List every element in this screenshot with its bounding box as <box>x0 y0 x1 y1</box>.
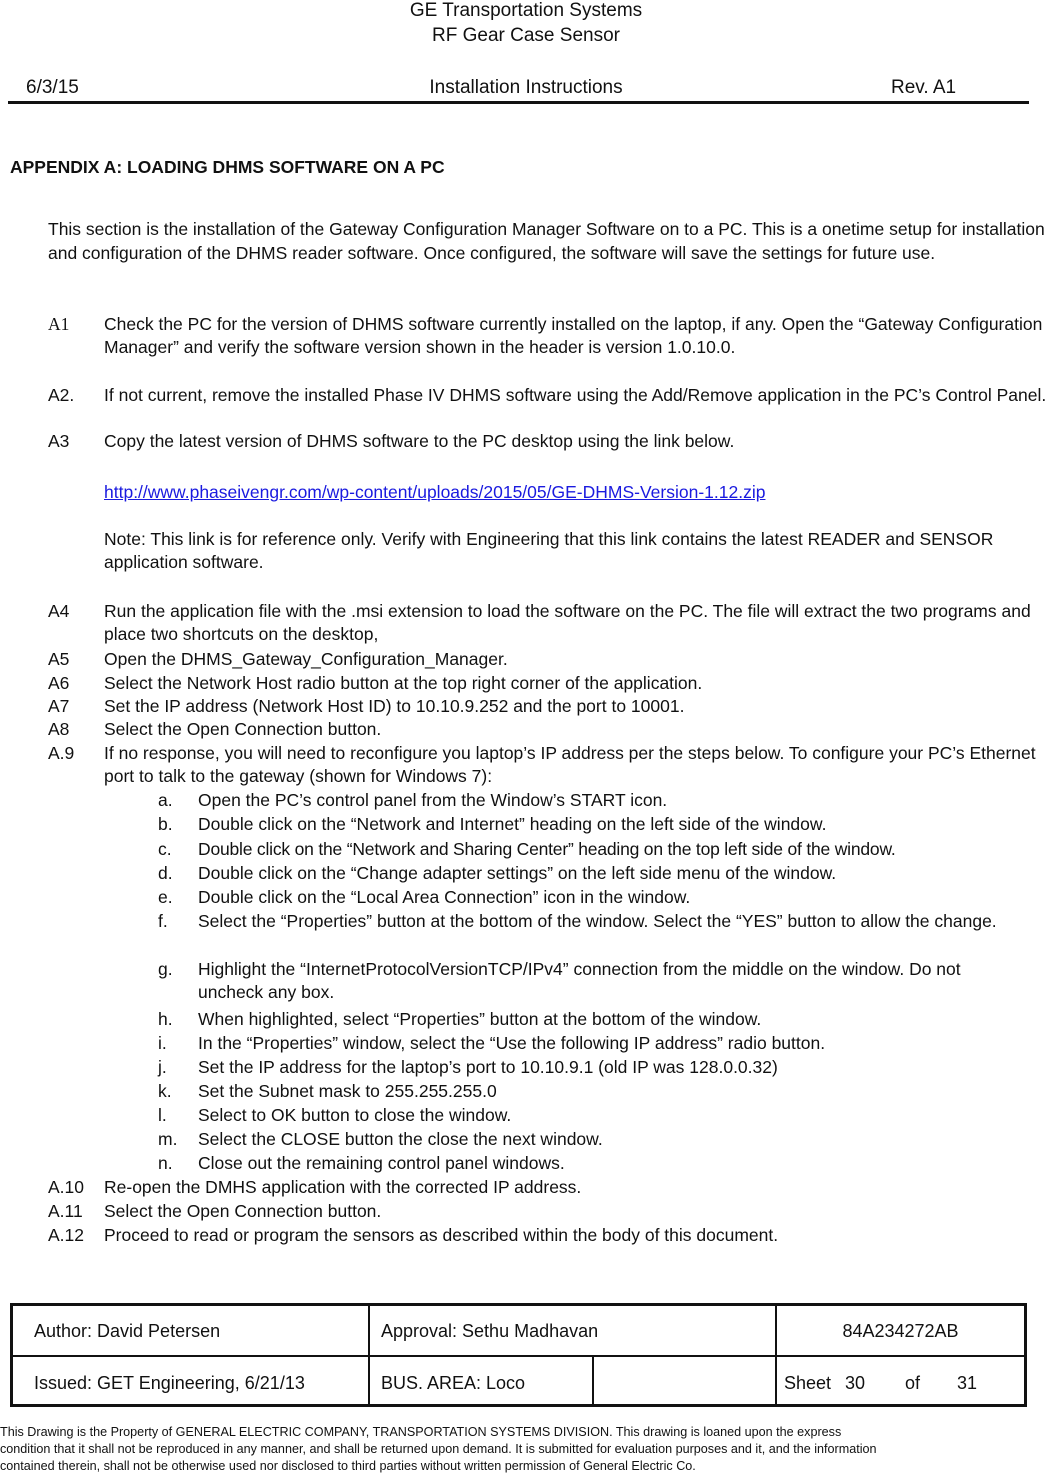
substep-letter: f. <box>158 911 168 931</box>
document-number: 84A234272AB <box>842 1321 959 1341</box>
substep-letter: j. <box>158 1057 167 1077</box>
sheet-total: 31 <box>957 1373 978 1393</box>
step-a12 <box>48 1224 1052 1247</box>
step-text: Select the Open Connection button. <box>104 719 382 739</box>
step-a8 <box>48 718 1052 741</box>
step-text: Run the application file with the .msi extension to load the software on the PC. The file will extract the two programs and place two shortcuts on the desktop, <box>104 601 1031 645</box>
disclaimer-line: This Drawing is the Property of GENERAL ELECTRIC COMPANY, TRANSPORTATION SYSTEMS DIVISION. This drawing is loaned upon the express <box>0 1425 842 1439</box>
substep-letter: a. <box>158 790 173 810</box>
step-a4 <box>48 600 1052 646</box>
product-name: RF Gear Case Sensor <box>432 25 620 46</box>
substep-letter: l. <box>158 1105 167 1125</box>
substep-text: Select the CLOSE button the close the next window. <box>198 1129 603 1149</box>
step-number: A3 <box>48 431 70 451</box>
document-date: 6/3/15 <box>26 77 79 98</box>
step-text: Copy the latest version of DHMS software to the PC desktop using the link below. <box>104 431 735 451</box>
title-block-divider <box>368 1306 370 1404</box>
substep-text: Double click on the “Network and Sharing Center” heading on the top left side of the window. <box>198 839 896 859</box>
step-text: Open the DHMS_Gateway_Configuration_Manager. <box>104 649 508 669</box>
reference-note: Note: This link is for reference only. Verify with Engineering that this link contains the latest READER and SENSOR application software. <box>104 529 994 573</box>
substep-letter: b. <box>158 814 173 834</box>
substep-text: Highlight the “InternetProtocolVersionTCP/IPv4” connection from the middle on the window. Do not uncheck any box. <box>198 959 961 1003</box>
title-block <box>10 1303 1027 1407</box>
substep-f <box>158 910 1052 933</box>
substep-text: Set the Subnet mask to 255.255.255.0 <box>198 1081 497 1101</box>
approval: Approval: Sethu Madhavan <box>381 1321 599 1341</box>
substep-letter: c. <box>158 839 172 859</box>
substep-letter: i. <box>158 1033 167 1053</box>
substep-text: Double click on the “Change adapter settings” on the left side menu of the window. <box>198 863 837 883</box>
substep-d <box>158 862 1052 885</box>
appendix-title: APPENDIX A: LOADING DHMS SOFTWARE ON A PC <box>10 157 445 177</box>
title-block-divider <box>13 1355 1024 1357</box>
step-text: Check the PC for the version of DHMS software currently installed on the laptop, if any. Open the “Gateway Configuration Manager” and verify the software version shown in the header is version 1.0.10.0. <box>104 314 1043 358</box>
substep-letter: d. <box>158 863 173 883</box>
step-number: A6 <box>48 673 70 693</box>
step-a1 <box>48 313 1052 359</box>
step-number: A8 <box>48 719 70 739</box>
substep-letter: k. <box>158 1081 172 1101</box>
step-number: A4 <box>48 601 70 621</box>
intro-paragraph: This section is the installation of the Gateway Configuration Manager Software on to a PC. This is a onetime setup for installation and configuration of the DHMS reader software. Once configured, the software will save the settings for future use. <box>48 219 1045 263</box>
author: Author: David Petersen <box>34 1321 221 1341</box>
step-a11 <box>48 1200 1052 1223</box>
substep-g <box>158 958 1052 1004</box>
step-text: If not current, remove the installed Phase IV DHMS software using the Add/Remove application in the PC’s Control Panel. <box>104 385 1047 405</box>
header-rule <box>8 101 1029 104</box>
substep-m <box>158 1128 1052 1151</box>
substep-text: Open the PC’s control panel from the Window’s START icon. <box>198 790 668 810</box>
step-text: Set the IP address (Network Host ID) to 10.10.9.252 and the port to 10001. <box>104 696 685 716</box>
step-text: Select the Network Host radio button at the top right corner of the application. <box>104 673 703 693</box>
sheet-of-label: of <box>905 1373 921 1393</box>
step-a7 <box>48 695 1052 718</box>
substep-text: Close out the remaining control panel windows. <box>198 1153 565 1173</box>
step-text: If no response, you will need to reconfigure you laptop’s IP address per the steps below. To configure your PC’s Ethernet port to talk to the gateway (shown for Windows 7): <box>104 743 1036 787</box>
substep-n <box>158 1152 1052 1175</box>
substep-b <box>158 813 1052 836</box>
revision: Rev. A1 <box>891 77 957 98</box>
substep-k <box>158 1080 1052 1103</box>
substep-text: Select to OK button to close the window. <box>198 1105 512 1125</box>
substep-letter: g. <box>158 959 173 979</box>
business-area: BUS. AREA: Loco <box>381 1373 526 1393</box>
substep-letter: e. <box>158 887 173 907</box>
disclaimer <box>0 1424 1052 1475</box>
issued: Issued: GET Engineering, 6/21/13 <box>34 1373 305 1393</box>
substep-text: Set the IP address for the laptop’s port to 10.10.9.1 (old IP was 128.0.0.32) <box>198 1057 778 1077</box>
step-number: A5 <box>48 649 70 669</box>
sheet-label: Sheet <box>784 1373 832 1393</box>
substep-h <box>158 1008 1052 1031</box>
substep-l <box>158 1104 1052 1127</box>
disclaimer-line: condition that it shall not be reproduced in any manner, and shall be returned upon demand. It is submitted for evaluation purposes and it, and the information <box>0 1442 877 1456</box>
step-text: Select the Open Connection button. <box>104 1201 382 1221</box>
step-number: A.12 <box>48 1225 84 1245</box>
disclaimer-line: contained therein, shall not be otherwise used nor disclosed to third parties without written permission of General Electric Co. <box>0 1459 696 1473</box>
substep-text: In the “Properties” window, select the “Use the following IP address” radio button. <box>198 1033 826 1053</box>
substep-text: When highlighted, select “Properties” button at the bottom of the window. <box>198 1009 762 1029</box>
step-number: A2. <box>48 385 75 405</box>
company-name: GE Transportation Systems <box>409 0 643 21</box>
step-text: Re-open the DMHS application with the corrected IP address. <box>104 1177 582 1197</box>
step-number: A.11 <box>48 1201 83 1221</box>
substep-letter: m. <box>158 1129 178 1149</box>
substep-text: Double click on the “Local Area Connection” icon in the window. <box>198 887 691 907</box>
step-number: A7 <box>48 696 70 716</box>
substep-c <box>158 838 1052 861</box>
download-link[interactable]: http://www.phaseivengr.com/wp-content/uploads/2015/05/GE-DHMS-Version-1.12.zip <box>104 482 766 502</box>
substep-a <box>158 789 1052 812</box>
substep-j <box>158 1056 1052 1079</box>
step-text: Proceed to read or program the sensors as described within the body of this document. <box>104 1225 779 1245</box>
substep-letter: h. <box>158 1009 173 1029</box>
substep-e <box>158 886 1052 909</box>
step-a5 <box>48 648 1052 671</box>
step-number: A1 <box>48 314 70 334</box>
step-a6 <box>48 672 1052 695</box>
step-number: A.10 <box>48 1177 84 1197</box>
substep-text: Double click on the “Network and Internet” heading on the left side of the window. <box>198 814 827 834</box>
substep-i <box>158 1032 1052 1055</box>
step-a2 <box>48 384 1052 407</box>
sheet-number: 30 <box>845 1373 866 1393</box>
step-a3 <box>48 430 1052 453</box>
substep-text: Select the “Properties” button at the bottom of the window. Select the “YES” button to allow the change. <box>198 911 997 931</box>
step-number: A.9 <box>48 743 75 763</box>
document-type: Installation Instructions <box>429 77 623 98</box>
step-a10 <box>48 1176 1052 1199</box>
substep-letter: n. <box>158 1153 173 1173</box>
title-block-divider <box>592 1355 594 1404</box>
step-a9 <box>48 742 1052 788</box>
